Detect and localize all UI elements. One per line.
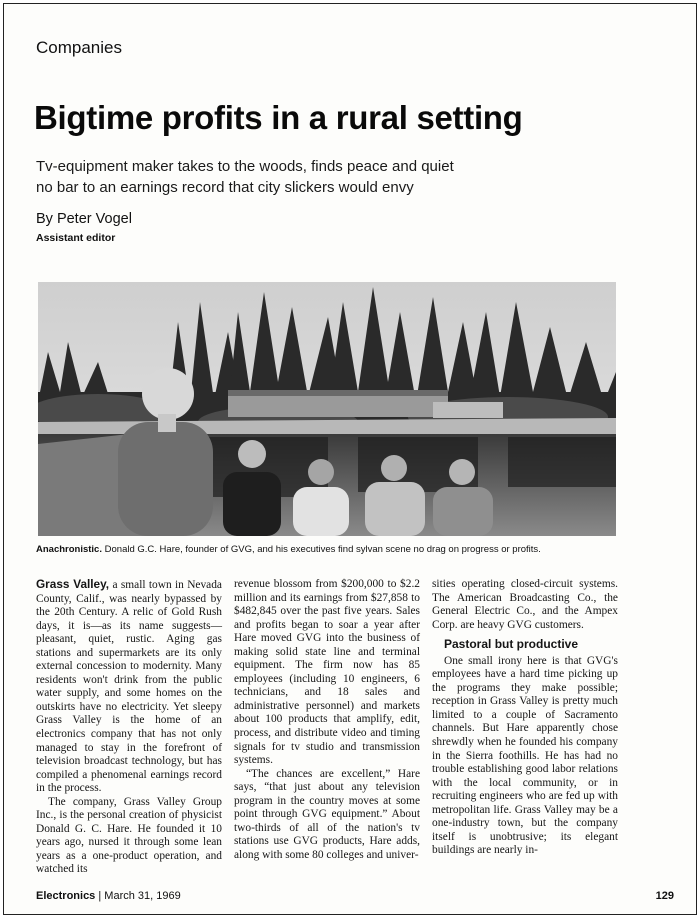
caption-lead: Anachronistic.	[36, 544, 102, 555]
deck-line-2: no bar to an earnings record that city slickers would envy	[36, 179, 414, 196]
paragraph-text: a small town in Nevada County, Calif., was nearly bypassed by the 20th Century. A relic of Gold Rush days, it is—as its name suggests—pleasant, quiet, rustic. Aging gas stations and supermarkets are its only external concession to modernity. Many residents won't drink from the public water supply, and some homes on the outskirts have no electricity. Yet sleepy Grass Valley is the home of an electronics company that has not only managed to stay in the forefront of television broadcast technology, but has compiled a phenomenal earnings record in the process.	[36, 579, 222, 795]
article-photo	[38, 282, 616, 536]
subhead: Pastoral but productive	[444, 637, 579, 652]
headline: Bigtime profits in a rural setting	[34, 99, 523, 136]
byline: By Peter Vogel	[36, 211, 132, 227]
paragraph: revenue blossom from $200,000 to $2.2 million and its earnings from $27,858 to $482,845 over the past five years. Sales and profits began to soar a year after Hare moved GVG into the business of making solid state line and terminal equipment. The firm now has 85 employees (including 10 engineers, 6 technicians, and 18 sales and administrative personnel) and markets about 100 products that amplify, edit, process, and distribute video and timing signals for tv studio and transmission systems.	[234, 578, 420, 767]
paragraph: One small irony here is that GVG's employees have a hard time picking up the programs they make possible; reception in Grass Valley is pretty much limited to a couple of Sacramento channels. But Hare apparently chose shrewdly when he founded his company in the Sierra foothills. He has had no trouble establishing good labor relations with the local community, or in recruiting engineers who are fed up with metropolitan life. Grass Valley may be a one-industry town, but the company itself is unobtrusive; its elegant buildings are nearly in-	[432, 654, 618, 857]
lead-in: Grass Valley,	[36, 577, 110, 591]
article-column-3	[432, 578, 618, 858]
footer-separator: |	[95, 890, 105, 902]
photo-illustration	[38, 282, 616, 536]
footer-publication	[36, 890, 181, 902]
magazine-page	[3, 3, 697, 915]
paragraph	[36, 578, 222, 796]
deck-line-1: Tv-equipment maker takes to the woods, finds peace and quiet	[36, 158, 454, 175]
publication-name: Electronics	[36, 890, 96, 902]
article-column-1	[36, 578, 222, 877]
caption-text: Donald G.C. Hare, founder of GVG, and his executives find sylvan scene no drag on progress or profits.	[102, 544, 541, 555]
section-label: Companies	[36, 38, 122, 57]
page-number: 129	[655, 890, 674, 902]
deck	[36, 156, 516, 198]
photo-caption	[36, 544, 636, 555]
paragraph: The company, Grass Valley Group Inc., is the personal creation of physicist Donald G. C. Hare. He founded it 10 years ago, nursed it through some lean years as a one-product operation, and watched its	[36, 795, 222, 876]
paragraph: sities operating closed-circuit systems. The American Broadcasting Co., the General Electric Co., and the Ampex Corp. are heavy GVG customers.	[432, 578, 618, 631]
issue-date: March 31, 1969	[104, 890, 181, 902]
article-column-2	[234, 578, 420, 862]
byline-role: Assistant editor	[36, 232, 116, 244]
paragraph: “The chances are excellent,” Hare says, “that just about any television program in the country moves at some point through GVG equipment.” About two-thirds of all of the nation's tv stations use GVG products, Hare adds, along with some 80 colleges and univer-	[234, 767, 420, 861]
